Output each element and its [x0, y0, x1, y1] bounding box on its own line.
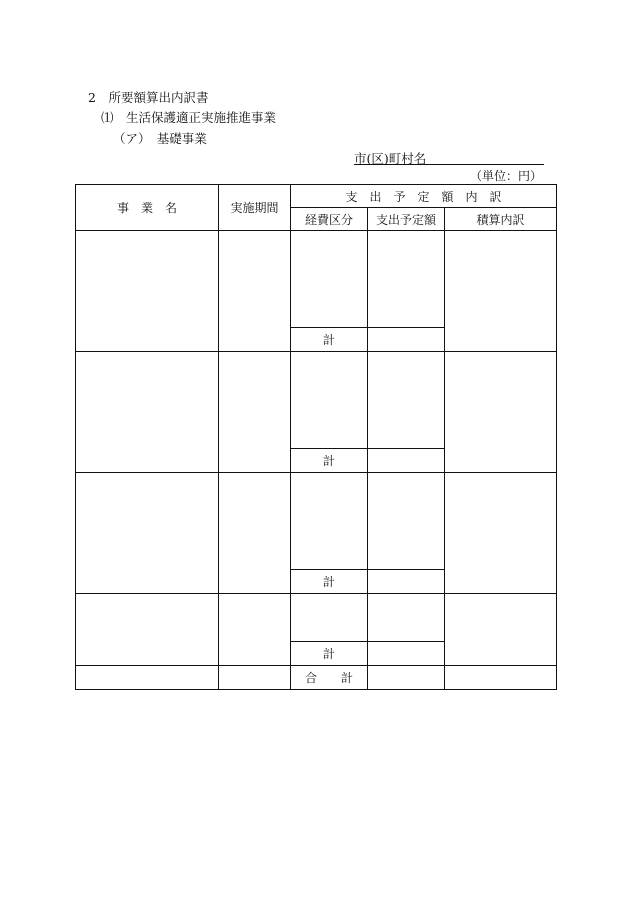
subtotal-amount-cell[interactable] [368, 570, 445, 594]
expense-breakdown-table [75, 184, 557, 690]
project-name-cell[interactable] [76, 594, 219, 666]
unit-label: （単位：円） [469, 169, 542, 183]
header-calculation-detail: 積算内訳 [445, 208, 557, 231]
subtotal-amount-cell[interactable] [368, 449, 445, 473]
subtotal-amount-cell[interactable] [368, 642, 445, 666]
calculation-detail-cell[interactable] [445, 473, 557, 594]
total-amount-cell[interactable] [368, 666, 445, 690]
subtotal-label: 計 [291, 642, 368, 666]
project-name-cell[interactable] [76, 352, 219, 473]
subsection-heading: ⑴ 生活保護適正実施推進事業 [101, 110, 277, 125]
subtotal-label: 計 [291, 449, 368, 473]
project-name-cell[interactable] [76, 473, 219, 594]
expense-category-cell[interactable] [291, 231, 368, 328]
municipality-name-field[interactable] [354, 149, 544, 165]
planned-amount-cell[interactable] [368, 352, 445, 449]
municipality-label: 市(区)町村名 [354, 151, 427, 166]
planned-amount-cell[interactable] [368, 473, 445, 570]
expense-category-cell[interactable] [291, 594, 368, 642]
expense-category-cell[interactable] [291, 473, 368, 570]
calculation-detail-cell[interactable] [445, 594, 557, 666]
period-cell[interactable] [219, 231, 291, 352]
calculation-detail-cell[interactable] [445, 231, 557, 352]
subtotal-amount-cell[interactable] [368, 328, 445, 352]
period-cell[interactable] [219, 594, 291, 666]
planned-amount-cell[interactable] [368, 594, 445, 642]
section-heading: 2 所要額算出内訳書 [88, 90, 209, 105]
subtotal-label: 計 [291, 570, 368, 594]
total-row-blank [219, 666, 291, 690]
total-detail-cell[interactable] [445, 666, 557, 690]
total-label: 合 計 [291, 666, 368, 690]
header-expense-category: 経費区分 [291, 208, 368, 231]
calculation-detail-cell[interactable] [445, 352, 557, 473]
subtotal-label: 計 [291, 328, 368, 352]
header-planned-amount: 支出予定額 [368, 208, 445, 231]
header-project-name: 事 業 名 [76, 185, 219, 231]
header-period: 実施期間 [219, 185, 291, 231]
period-cell[interactable] [219, 473, 291, 594]
item-heading: （ア） 基礎事業 [113, 131, 207, 146]
header-expense-breakdown: 支 出 予 定 額 内 訳 [291, 185, 557, 208]
period-cell[interactable] [219, 352, 291, 473]
planned-amount-cell[interactable] [368, 231, 445, 328]
expense-category-cell[interactable] [291, 352, 368, 449]
project-name-cell[interactable] [76, 231, 219, 352]
total-row-blank [76, 666, 219, 690]
